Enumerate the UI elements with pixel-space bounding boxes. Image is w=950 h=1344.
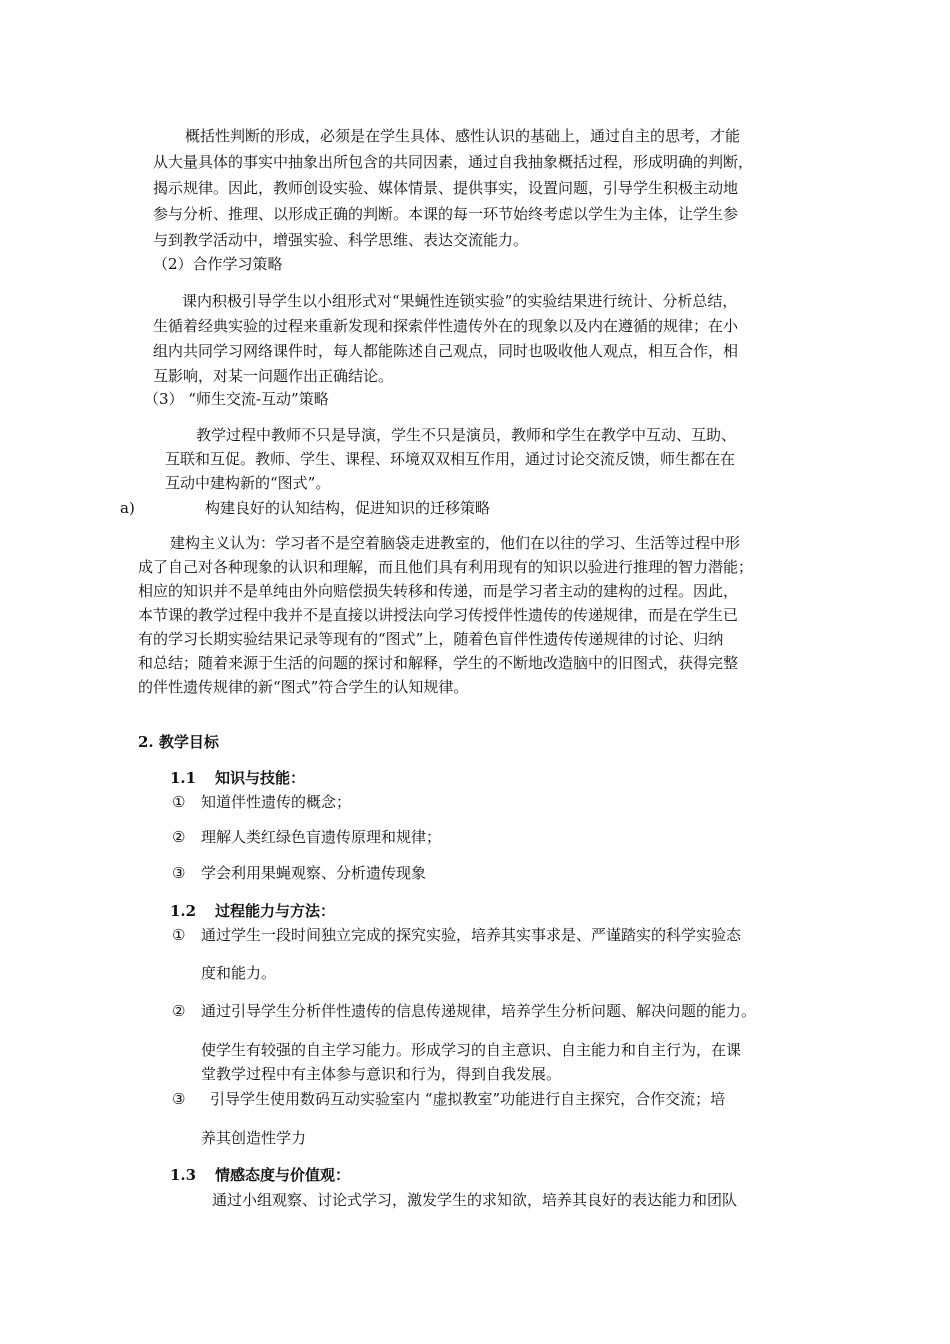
para1-line-1: 概括性判断的形成，必须是在学生具体、感性认识的基础上，通过自主的思考，才能 [185, 127, 741, 145]
s13-text: 通过小组观察、讨论式学习，激发学生的求知欲，培养其良好的表达能力和团队 [212, 1191, 738, 1209]
heading-a-marker: a) [120, 499, 135, 517]
para1-line-5: 与到教学活动中，增强实验、科学思维、表达交流能力。 [153, 231, 529, 249]
s11-item-3-text: 学会利用果蝇观察、分析遗传现象 [201, 864, 427, 882]
s11-title: 知识与技能： [215, 769, 306, 787]
s12-item-2-text: 通过引导学生分析伴性遗传的信息传递规律，培养学生分析问题、解决问题的能力。 [201, 1002, 757, 1020]
s12-item-2-cont-1: 使学生有较强的自主学习能力。形成学习的自主意识、自主能力和自主行为，在课 [201, 1041, 742, 1059]
para4-line-2: 成了自己对各种现象的认识和理解，而且他们具有利用现有的知识以验进行推理的智力潜能； [138, 558, 754, 576]
heading-cooperative-learning: （2）合作学习策略 [153, 255, 283, 273]
s12-item-1-cont: 度和能力。 [201, 964, 277, 982]
s11-item-3-marker: ③ [172, 864, 186, 882]
para1-line-2: 从大量具体的事实中抽象出所包含的共同因素，通过自我抽象概括过程，形成明确的判断， [153, 153, 754, 171]
s12-item-2-cont-2: 堂教学过程中有主体参与意识和行为，得到自我发展。 [201, 1065, 562, 1083]
s12-item-1-marker: ① [172, 926, 186, 944]
section-teaching-goals: 2. 教学目标 [138, 733, 219, 751]
para1-line-4: 参与分析、推理、以形成正确的判断。本课的每一环节始终考虑以学生为主体，让学生参 [153, 205, 739, 223]
para4-line-6: 和总结；随着来源于生活的问题的探讨和解释，学生的不断地改造脑中的旧图式，获得完整 [138, 654, 739, 672]
s12-item-3-marker: ③ [172, 1090, 186, 1108]
para4-line-7: 的伴性遗传规律的新“图式”符合学生的认知规律。 [138, 678, 469, 696]
s11-number: 1.1 [170, 769, 197, 787]
para4-line-1: 建构主义认为：学习者不是空着脑袋走进教室的，他们在以往的学习、生活等过程中形 [170, 534, 741, 552]
s11-item-2-text: 理解人类红绿色盲遗传原理和规律； [201, 828, 442, 846]
para4-line-3: 相应的知识并不是单纯由外向赔偿损失转移和传递，而是学习者主动的建构的过程。因此， [138, 582, 739, 600]
para3-line-3: 互动中建构新的“图式”。 [165, 474, 331, 492]
s13-number: 1.3 [170, 1166, 197, 1184]
s12-item-1-text: 通过学生一段时间独立完成的探究实验，培养其实事求是、严谨踏实的科学实验态 [201, 926, 742, 944]
para4-line-4: 本节课的教学过程中我并不是直接以讲授法向学习传授伴性遗传的传递规律，而是在学生已 [138, 606, 739, 624]
para2-line-3: 组内共同学习网络课件时，每人都能陈述自己观点，同时也吸收他人观点，相互合作，相 [153, 342, 739, 360]
s12-number: 1.2 [170, 902, 197, 920]
s12-title: 过程能力与方法： [215, 902, 336, 920]
para3-line-2: 互联和互促。教师、学生、课程、环境双双相互作用，通过讨论交流反馈，师生都在在 [165, 450, 736, 468]
s13-title: 情感态度与价值观： [215, 1166, 351, 1184]
para2-line-4: 互影响，对某一问题作出正确结论。 [153, 367, 394, 385]
heading-a-title: 构建良好的认知结构，促进知识的迁移策略 [205, 499, 491, 517]
s12-item-3-cont: 养其创造性学力 [201, 1129, 307, 1147]
s11-item-1-marker: ① [172, 793, 186, 811]
s11-item-1-text: 知道伴性遗传的概念； [201, 793, 352, 811]
para2-line-2: 生循着经典实验的过程来重新发现和探索伴性遗传外在的现象以及内在遵循的规律；在小 [153, 317, 739, 335]
para3-line-1: 教学过程中教师不只是导演，学生不只是演员，教师和学生在教学中互动、互助、 [196, 426, 737, 444]
para2-line-1: 课内积极引导学生以小组形式对“果蝇性连锁实验”的实验结果进行统计、分析总结， [182, 292, 738, 310]
heading-teacher-student-interaction: （3） “师生交流-互动”策略 [144, 390, 329, 408]
para1-line-3: 揭示规律。因此，教师创设实验、媒体情景、提供事实，设置问题，引导学生积极主动地 [153, 179, 739, 197]
s12-item-3-text: 引导学生使用数码互动实验室内 “虚拟教室”功能进行自主探究，合作交流；培 [210, 1090, 726, 1108]
s11-item-2-marker: ② [172, 828, 186, 846]
para4-line-5: 有的学习长期实验结果记录等现有的“图式”上，随着色盲伴性遗传传递规律的讨论、归纳 [138, 630, 724, 648]
s12-item-2-marker: ② [172, 1002, 186, 1020]
